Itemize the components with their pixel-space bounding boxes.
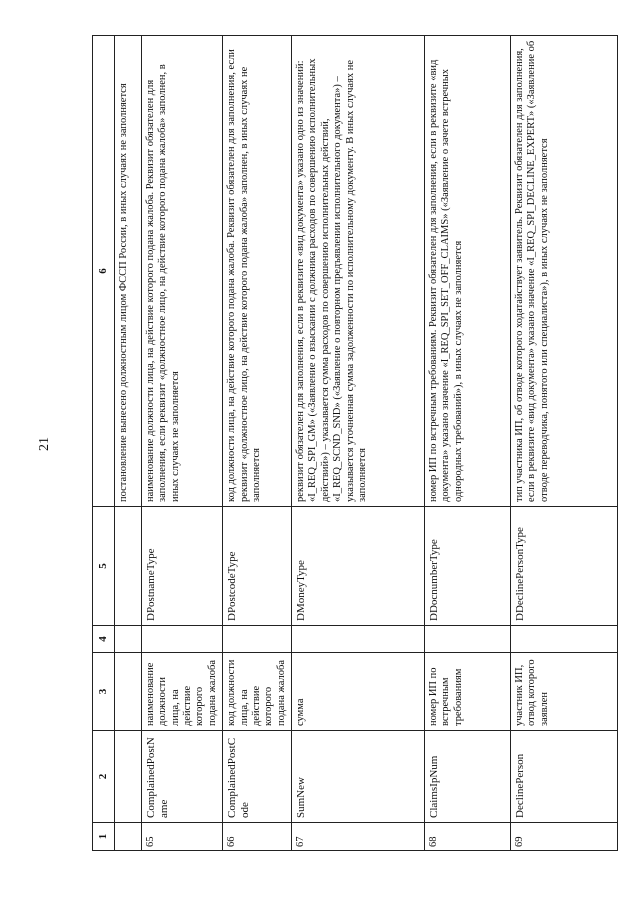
element-description — [114, 653, 141, 731]
element-description: участник ИП, отвод которого заявлен — [511, 653, 618, 731]
element-description: код должности лица, на действие которого подана жалоба — [223, 653, 292, 731]
element-type: DPostcodeType — [223, 507, 292, 626]
element-requirement — [292, 626, 425, 653]
header-col-1: 1 — [93, 823, 115, 851]
header-col-4: 4 — [93, 626, 115, 653]
element-description: сумма — [292, 653, 425, 731]
header-col-5: 5 — [93, 507, 115, 626]
table-row — [511, 36, 618, 851]
table-row — [141, 36, 222, 851]
element-name: DeclinePerson — [511, 731, 618, 823]
element-note: наименование должности лица, на действие которого подана жалоба. Реквизит обязателен для заполнения, если реквизит «должностное лицо, на действие которого подана жалоба» заполнен, в иных случаях не заполняется — [141, 36, 222, 507]
table-row — [114, 36, 141, 851]
element-name: SumNew — [292, 731, 425, 823]
header-col-6: 6 — [93, 36, 115, 507]
row-number: 68 — [425, 823, 511, 851]
element-type: DPostnameType — [141, 507, 222, 626]
table-header-row — [93, 36, 115, 851]
element-requirement — [114, 626, 141, 653]
element-name: ComplainedPostCode — [223, 731, 292, 823]
element-description: номер ИП по встречным требованиям — [425, 653, 511, 731]
row-number: 69 — [511, 823, 618, 851]
element-type: DDeclinePersonType — [511, 507, 618, 626]
table-row — [425, 36, 511, 851]
element-description: наименование должности лица, на действие которого подана жалоба — [141, 653, 222, 731]
element-note: реквизит обязателен для заполнения, если в реквизите «вид документа» указано одно из значений: «I_REQ_SPI_GM» («Заявление о взыскании с должника расходов по совершению исполнительных действий») – указывается сумма расходов по совершению исполнительных действий, «I_REQ_SCND_SND» («Заявление о повторном предъявлении исполнительного документа») – указывается уточненная сумма задолженности по исполнительному документу. В иных случаях не заполняется — [292, 36, 425, 507]
requisites-table — [92, 35, 618, 851]
header-col-2: 2 — [93, 731, 115, 823]
element-type — [114, 507, 141, 626]
page-number: 21 — [37, 437, 52, 451]
row-number: 66 — [223, 823, 292, 851]
rotated-table-container — [92, 35, 592, 851]
row-number — [114, 823, 141, 851]
element-requirement — [425, 626, 511, 653]
table-row — [292, 36, 425, 851]
element-name: ComplainedPostName — [141, 731, 222, 823]
row-number: 67 — [292, 823, 425, 851]
element-requirement — [511, 626, 618, 653]
element-requirement — [141, 626, 222, 653]
element-note: номер ИП по встречным требованиям. Реквизит обязателен для заполнения, если в реквизите «вид документа» указано значение «I_REQ_SPI_SET_OFF_CLAIMS» («Заявление о зачете встречных однородных требований»), в иных случаях не заполняется — [425, 36, 511, 507]
header-col-3: 3 — [93, 653, 115, 731]
element-note: тип участника ИП, об отводе которого ходатайствует заявитель. Реквизит обязателен для заполнения, если в реквизите «вид документа» указано значение «I_REQ_SPI_DECLINE_EXPERT» («Заявление об отводе переводчика, понятого или специалиста»), в иных случаях не заполняется — [511, 36, 618, 507]
element-type: DMoneyType — [292, 507, 425, 626]
table-row — [223, 36, 292, 851]
element-note: постановление вынесено должностным лицом ФССП России, в иных случаях не заполняется — [114, 36, 141, 507]
row-number: 65 — [141, 823, 222, 851]
element-name: ClaimsIpNum — [425, 731, 511, 823]
element-name — [114, 731, 141, 823]
element-type: DDocnumberType — [425, 507, 511, 626]
element-note: код должности лица, на действие которого подана жалоба. Реквизит обязателен для заполнения, если реквизит «должностное лицо, на действие которого подана жалоба» заполнен, в иных случаях не заполняется — [223, 36, 292, 507]
element-requirement — [223, 626, 292, 653]
